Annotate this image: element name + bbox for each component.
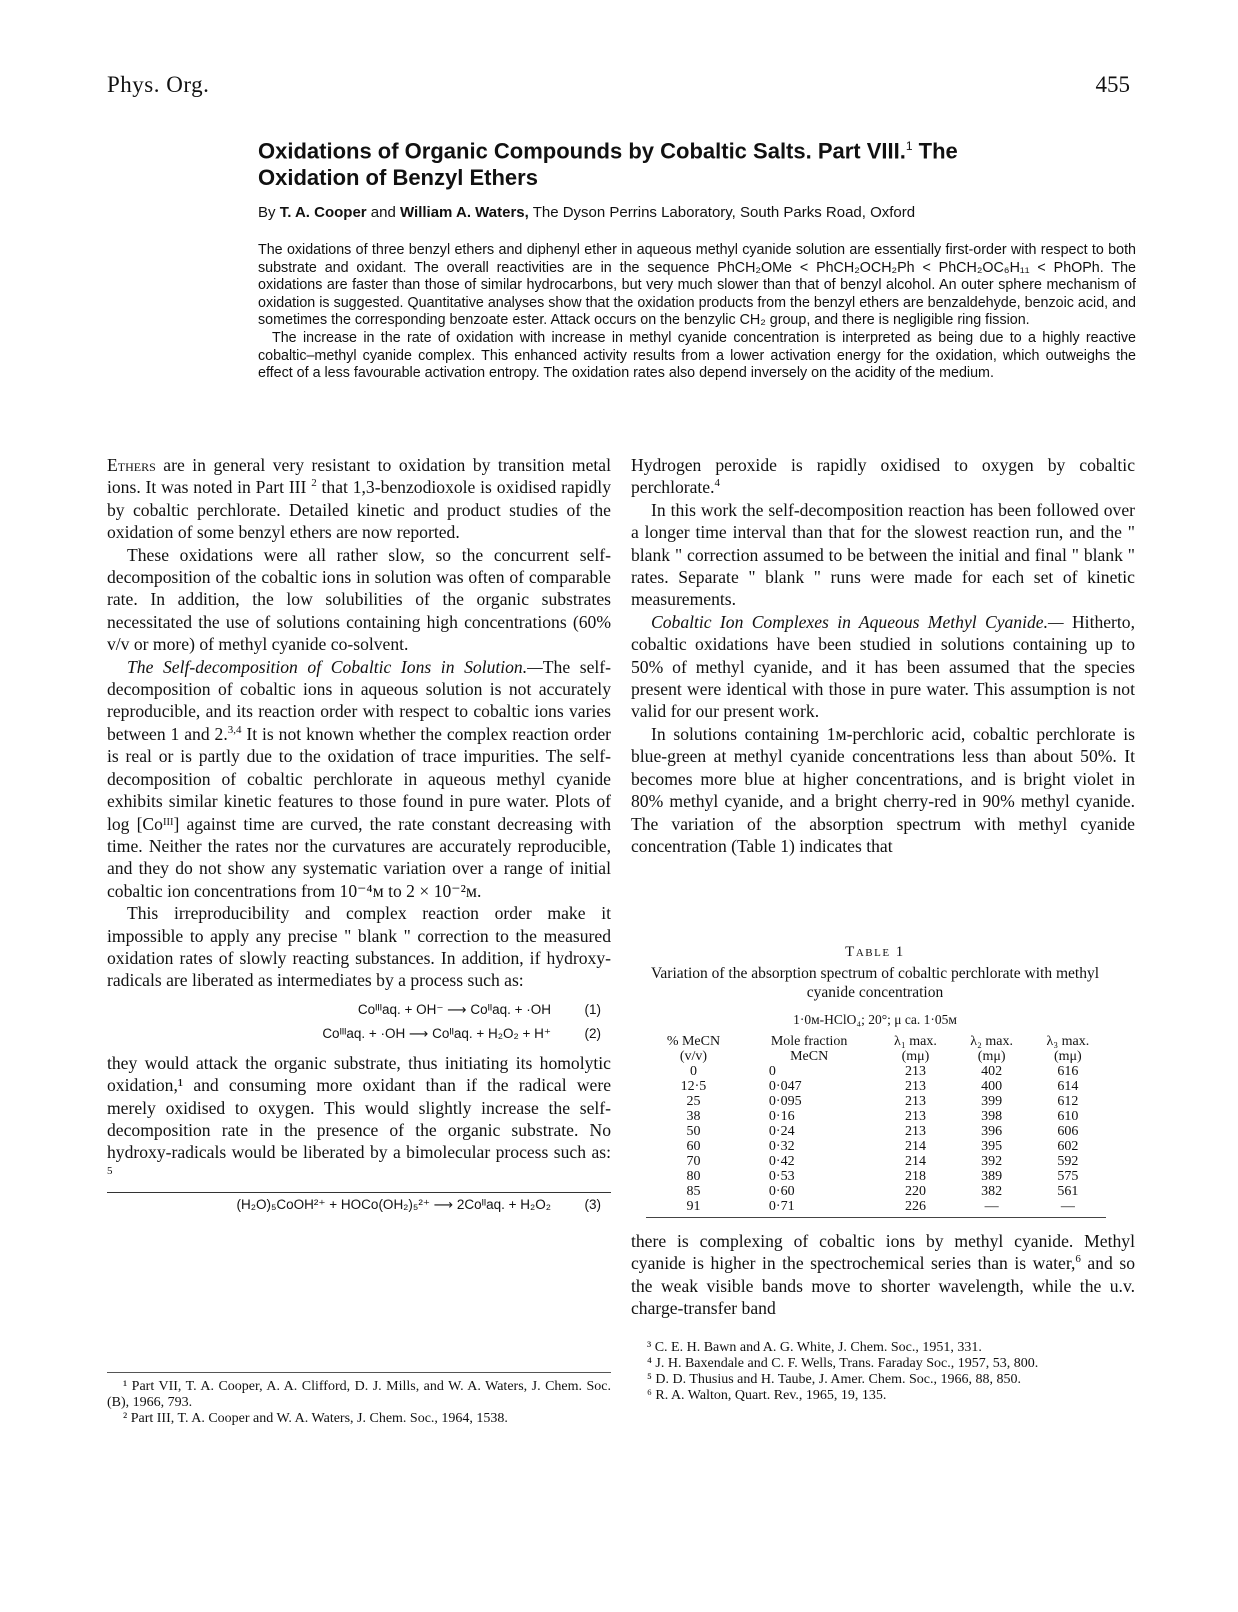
header-unit: (mμ) [1054, 1049, 1082, 1064]
equation-3 [107, 1192, 611, 1217]
table-cell: 0 [689, 1064, 697, 1079]
table-cell: 592 [1057, 1154, 1079, 1169]
paragraph-intro-text-b: that 1,3-benzodioxole is oxidised rapidly by cobaltic perchlorate. Detailed kinetic and product studies of the oxidation of some benzyl ethers are now reported. [107, 477, 611, 543]
page-number: 455 [1095, 72, 1130, 97]
table-1-data [646, 1034, 1106, 1218]
header-text: λ₂ max. [970, 1034, 1014, 1049]
author-2: William A. Waters, [400, 204, 529, 221]
table-cell: 389 [981, 1169, 1003, 1184]
table-cell: 80 [686, 1169, 701, 1184]
body-column-left [107, 454, 611, 1217]
table-row [646, 1064, 1106, 1079]
header-text: % MeCN [666, 1034, 721, 1049]
table-caption: Variation of the absorption spectrum of cobaltic perchlorate with methyl cyanide concentration [650, 965, 1100, 1001]
header-unit: MeCN [790, 1049, 829, 1064]
affiliation: The Dyson Perrins Laboratory, South Parks Road, Oxford [528, 204, 916, 221]
table-cell: 0·32 [768, 1139, 795, 1154]
table-cell: 85 [686, 1184, 701, 1199]
table-cell: 0·095 [768, 1094, 802, 1109]
table-row [646, 1124, 1106, 1139]
abstract-paragraph-1: The oxidations of three benzyl ethers and diphenyl ether in aqueous methyl cyanide solution are essentially first-order with respect to both substrate and oxidant. The overall reactivities are in the sequence PhCH₂OMe < PhCH₂OCH₂Ph < PhCH₂OC₆H₁₁ < PhOPh. The oxidations are faster than those of similar hydrocarbons, but very much slower than that of benzyl alcohol. An outer sphere mechanism of oxidation is suggested. Quantitative analyses show that the oxidation products from the benzyl ethers are benzaldehyde, benzoic acid, and sometimes the corresponding benzoate ester. Attack occurs on the benzylic CH₂ group, and there is negligible ring fission. [258, 242, 1136, 329]
table-cell: 610 [1057, 1109, 1079, 1124]
table-cell: 214 [904, 1139, 926, 1154]
title-line1-end: The [912, 138, 958, 164]
lead-word: Ethers [107, 455, 156, 475]
footnote-ref: 5 [107, 1164, 113, 1177]
table-label: Table 1 [845, 944, 905, 960]
equation-1 [107, 998, 611, 1022]
table-cell: 38 [686, 1109, 701, 1124]
equation-1-text: Coᴵᴵᴵaq. + OH⁻ ⟶ Coᴵᴵaq. + ·OH [357, 1001, 551, 1017]
paragraph-r3-text: Hitherto, cobaltic oxidations have been studied in solutions containing up to 50% of methyl cyanide, and it has been assumed that the species present were identical with those in pure water. This assumption is not valid for our present work. [631, 611, 1135, 722]
table-1 [640, 944, 1110, 1218]
byline [258, 204, 1138, 221]
footnote-ref: 2 [311, 477, 317, 490]
paragraph-2: These oxidations were all rather slow, so the concurrent self-decomposition of the cobaltic ions in solution was often of comparable rate. In addition, the low solubilities of the organic substrates necessitated the use of solutions containing high concentrations (60% v/v or more) of methyl cyanide co-solvent. [107, 544, 611, 655]
table-cell: 382 [981, 1184, 1003, 1199]
table-cell: 398 [981, 1109, 1003, 1124]
table-cell: 402 [981, 1064, 1003, 1079]
footnotes-right [631, 1340, 1135, 1404]
table-cell: 0·047 [768, 1079, 802, 1094]
table-cell: 0·71 [741, 1199, 877, 1218]
table-row [646, 1154, 1106, 1169]
table-cell: 91 [646, 1199, 741, 1218]
table-cell: 0·16 [768, 1109, 795, 1124]
section-heading-complexes: Cobaltic Ion Complexes in Aqueous Methyl Cyanide.— [651, 611, 1064, 632]
equation-3-text: (H₂O)₅CoOH²⁺ + HOCo(OH₂)₅²⁺ ⟶ 2Coᴵᴵaq. + H₂O₂ [236, 1197, 551, 1213]
paragraph-5-text: they would attack the organic substrate, thus initiating its homolytic oxidation,¹ and consuming more oxidant than if the radical were merely oxidised to oxygen. This would slightly increase the self-decomposition rate in the presence of the organic substrate. No hydroxy-radicals would be liberated by a bimolecular process such as: [107, 1052, 611, 1163]
table-cell: 70 [686, 1154, 701, 1169]
equation-2 [107, 1022, 611, 1046]
footnote-3: ³ C. E. H. Bawn and A. G. White, J. Chem. Soc., 1951, 331. [647, 1340, 982, 1355]
header-unit: (v/v) [679, 1049, 708, 1064]
table-cell: 602 [1057, 1139, 1079, 1154]
table-cell: 214 [904, 1154, 926, 1169]
table-row [646, 1079, 1106, 1094]
table-header [877, 1034, 953, 1064]
table-row [646, 1109, 1106, 1124]
table-row [646, 1169, 1106, 1184]
table-cell: 0·53 [768, 1169, 795, 1184]
author-1: T. A. Cooper [279, 204, 367, 221]
table-cell: 60 [686, 1139, 701, 1154]
abstract-paragraph-2: The increase in the rate of oxidation with increase in methyl cyanide concentration is interpreted as being due to a highly reactive cobaltic–methyl cyanide complex. This enhanced activity results from a lower activation energy for the oxidation, which outweighs the effect of a less favourable activation entropy. The oxidation rates also depend inversely on the acidity of the medium. [258, 329, 1136, 382]
table-cell: — [1030, 1199, 1106, 1218]
table-header [741, 1034, 877, 1064]
equation-block-1-2 [107, 998, 611, 1046]
footnote-4: ⁴ J. H. Baxendale and C. F. Wells, Trans. Faraday Soc., 1957, 53, 800. [647, 1356, 1039, 1371]
equation-1-number: (1) [584, 1001, 601, 1017]
table-row [646, 1184, 1106, 1199]
abstract [258, 242, 1136, 383]
table-cell: 213 [904, 1094, 926, 1109]
footnote-ref: 6 [1075, 1253, 1081, 1266]
table-header [646, 1034, 741, 1064]
table-cell: 213 [904, 1124, 926, 1139]
table-cell: 220 [904, 1184, 926, 1199]
paragraph-r5-text-a: there is complexing of cobaltic ions by methyl cyanide. Methyl cyanide is higher in the spectrochemical series than is water, [631, 1231, 1135, 1274]
paragraph-3-text-a: The self-decomposition of cobaltic ions in aqueous solution is not accurately reproducible, and its reaction order with respect to cobaltic ions varies between 1 and 2. [107, 656, 611, 744]
byline-and: and [366, 204, 401, 221]
table-cell: 399 [981, 1094, 1003, 1109]
paragraph-r4: In solutions containing 1ᴍ-perchloric acid, cobaltic perchlorate is blue-green at methyl cyanide concentrations less than about 50%. It becomes more blue at higher concentrations, and is bright violet in 80% methyl cyanide, and a bright cherry-red in 90% methyl cyanide. The variation of the absorption spectrum with methyl cyanide concentration (Table 1) indicates that [631, 723, 1135, 856]
table-cell: 575 [1057, 1169, 1079, 1184]
paragraph-r5 [631, 1230, 1135, 1320]
byline-prefix: By [258, 204, 280, 221]
table-cell: 213 [904, 1064, 926, 1079]
title-line2: Oxidation of Benzyl Ethers [258, 165, 538, 191]
table-cell: 226 [877, 1199, 953, 1218]
paragraph-r2: In this work the self-decomposition reaction has been followed over a longer time interval than that for the slowest reaction run, and the " blank " correction assumed to be between the initial and final " blank " rates. Separate " blank " runs were made for each set of kinetic measurements. [631, 499, 1135, 610]
table-cell: 0·60 [768, 1184, 795, 1199]
paragraph-3 [107, 656, 611, 902]
table-cell: 213 [904, 1109, 926, 1124]
article-title [258, 133, 1138, 191]
footnote-2: ² Part III, T. A. Cooper and W. A. Waters, J. Chem. Soc., 1964, 1538. [123, 1411, 508, 1426]
equation-2-text: Coᴵᴵᴵaq. + ·OH ⟶ Coᴵᴵaq. + H₂O₂ + H⁺ [322, 1025, 551, 1041]
paragraph-3-text-b: It is not known whether the complex reaction order is real or is partly due to the oxidation of trace impurities. The self-decomposition of cobaltic perchlorate in aqueous methyl cyanide exhibits similar kinetic features to those found in pure water. Plots of log [Coᴵᴵᴵ] against time are curved, the rate constant decreasing with time. Neither the rates nor the curvatures are accurately reproducible, and they do not show any systematic variation over a range of initial cobaltic ion concentrations from 10⁻⁴ᴍ to 2 × 10⁻²ᴍ. [107, 723, 611, 901]
equation-2-number: (2) [584, 1025, 601, 1041]
paragraph-intro-text-a: are in general very resistant to oxidation by transition metal ions. It was noted in Part III [107, 455, 611, 498]
table-cell: 392 [981, 1154, 1003, 1169]
header-unit: (mμ) [977, 1049, 1006, 1064]
header-text: Mole fraction [770, 1034, 848, 1049]
table-cell: 213 [904, 1079, 926, 1094]
paragraph-r5-text-b: and so the weak visible bands move to shorter wavelength, while the u.v. charge-transfer band [631, 1253, 1135, 1319]
paragraph-r3 [631, 611, 1135, 723]
table-header [954, 1034, 1030, 1064]
table-cell: 12·5 [680, 1079, 707, 1094]
table-cell: 612 [1057, 1094, 1079, 1109]
table-cell: 400 [981, 1079, 1003, 1094]
equation-3-number: (3) [584, 1197, 601, 1213]
paragraph-intro [107, 454, 611, 544]
body-column-right-continued [631, 1230, 1135, 1320]
table-row [646, 1094, 1106, 1109]
table-cell: 0 [768, 1064, 776, 1079]
footnote-6: ⁶ R. A. Walton, Quart. Rev., 1965, 19, 135. [647, 1388, 887, 1403]
header-text: λ₁ max. [894, 1034, 937, 1049]
table-cell: 0·24 [768, 1124, 795, 1139]
table-cell: 396 [981, 1124, 1003, 1139]
table-conditions: 1·0ᴍ-HClO₄; 20°; μ ca. 1·05ᴍ [793, 1012, 957, 1027]
footnote-ref: 4 [714, 477, 721, 490]
table-cell: 395 [981, 1139, 1003, 1154]
title-line1: Oxidations of Organic Compounds by Cobaltic Salts. Part VIII. [258, 138, 906, 164]
paragraph-5 [107, 1052, 611, 1186]
table-cell: 561 [1057, 1184, 1079, 1199]
table-cell: 50 [686, 1124, 701, 1139]
footnote-5: ⁵ D. D. Thusius and H. Taube, J. Amer. Chem. Soc., 1966, 88, 850. [647, 1372, 1021, 1387]
table-cell: 0·42 [768, 1154, 795, 1169]
table-cell: 606 [1057, 1124, 1079, 1139]
footnote-ref: 3,4 [227, 724, 242, 737]
title-footnote-marker: 1 [905, 139, 913, 153]
footnote-1: ¹ Part VII, T. A. Cooper, A. A. Clifford, D. J. Mills, and W. A. Waters, J. Chem. Soc. (B), 1966, 793. [107, 1379, 611, 1410]
paragraph-r1-text: Hydrogen peroxide is rapidly oxidised to oxygen by cobaltic perchlorate. [631, 455, 1135, 498]
table-header [1030, 1034, 1106, 1064]
section-heading-self-decomposition: The Self-decomposition of Cobaltic Ions in Solution.— [127, 656, 543, 677]
footnotes-left [107, 1372, 611, 1427]
table-header-row [646, 1034, 1106, 1064]
header-unit: (mμ) [901, 1049, 930, 1064]
table-row [646, 1139, 1106, 1154]
table-cell: 616 [1057, 1064, 1079, 1079]
table-cell: 25 [686, 1094, 701, 1109]
paragraph-4: This irreproducibility and complex reaction order make it impossible to apply any precise " blank " correction to the measured oxidation rates of slowly reacting substances. In addition, if hydroxy-radicals are liberated as intermediates by a process such as: [107, 903, 611, 991]
paragraph-r1 [631, 454, 1135, 499]
body-column-right [631, 454, 1135, 857]
running-head-journal: Phys. Org. [107, 72, 210, 97]
table-cell: 218 [904, 1169, 926, 1184]
table-cell: — [954, 1199, 1030, 1218]
table-row [646, 1199, 1106, 1218]
table-cell: 614 [1057, 1079, 1079, 1094]
header-text: λ₃ max. [1046, 1034, 1090, 1049]
